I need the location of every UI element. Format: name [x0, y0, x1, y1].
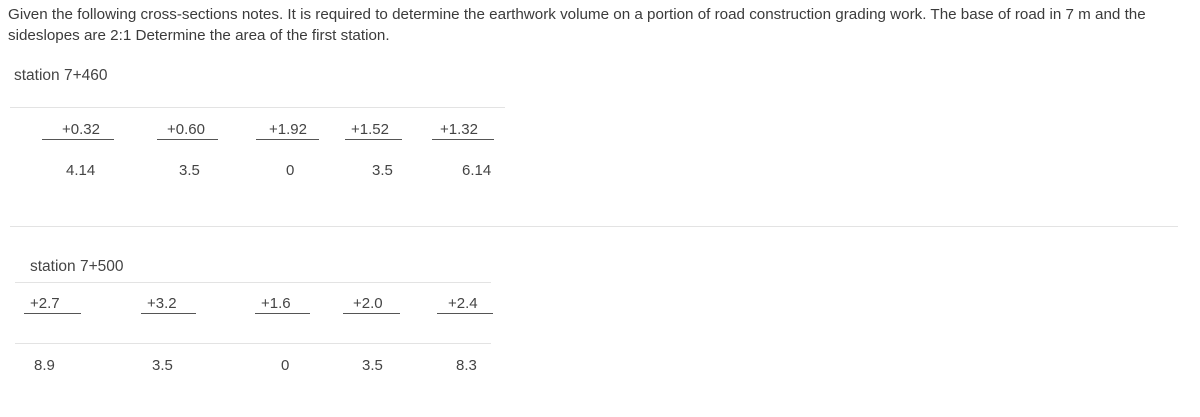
station-2-cut-3-underline	[255, 313, 310, 314]
station-2-cut-1: +2.7	[30, 295, 60, 312]
station-2-cut-5: +2.4	[448, 295, 478, 312]
station-2-cut-4: +2.0	[353, 295, 383, 312]
station-2-cut-3: +1.6	[261, 295, 291, 312]
station-1-distance-2: 3.5	[179, 162, 200, 179]
station-1-cut-2: +0.60	[167, 121, 205, 138]
station-1-distance-5: 6.14	[462, 162, 492, 179]
station-1-label: station 7+460	[14, 67, 108, 84]
station-2-label: station 7+500	[30, 258, 124, 275]
station-1-cut-1: +0.32	[62, 121, 100, 138]
station-1-divider	[10, 107, 505, 108]
station-2-cut-4-underline	[343, 313, 400, 314]
station-1-cut-2-underline	[157, 139, 218, 140]
station-1-distance-1: 4.14	[66, 162, 96, 179]
station-1-cut-4-underline	[345, 139, 402, 140]
station-2-divider	[15, 282, 491, 283]
station-2-row-divider	[15, 343, 491, 344]
station-2-cut-1-underline	[24, 313, 81, 314]
station-2-cut-2-underline	[141, 313, 196, 314]
station-2-distance-3: 0	[281, 357, 290, 374]
station-1-cut-1-underline	[42, 139, 114, 140]
station-1-cut-5-underline	[432, 139, 494, 140]
question-text: Given the following cross-sections notes. It is required to determine the earthwork volume on a portion of road construction grading work. The base of road in 7 m and the sideslopes are 2:1 Determine the area of the first station.	[8, 6, 1146, 44]
station-2-distance-1: 8.9	[34, 357, 55, 374]
station-1-cut-5: +1.32	[440, 121, 478, 138]
station-1-cut-3-underline	[256, 139, 319, 140]
station-2-distance-2: 3.5	[152, 357, 173, 374]
station-1-distance-3: 0	[286, 162, 295, 179]
station-1-cut-3: +1.92	[269, 121, 307, 138]
section-divider	[10, 226, 1178, 227]
station-2-distance-5: 8.3	[456, 357, 477, 374]
station-2-cut-5-underline	[437, 313, 493, 314]
station-2-distance-4: 3.5	[362, 357, 383, 374]
station-1-distance-4: 3.5	[372, 162, 393, 179]
station-2-cut-2: +3.2	[147, 295, 177, 312]
station-1-cut-4: +1.52	[351, 121, 389, 138]
